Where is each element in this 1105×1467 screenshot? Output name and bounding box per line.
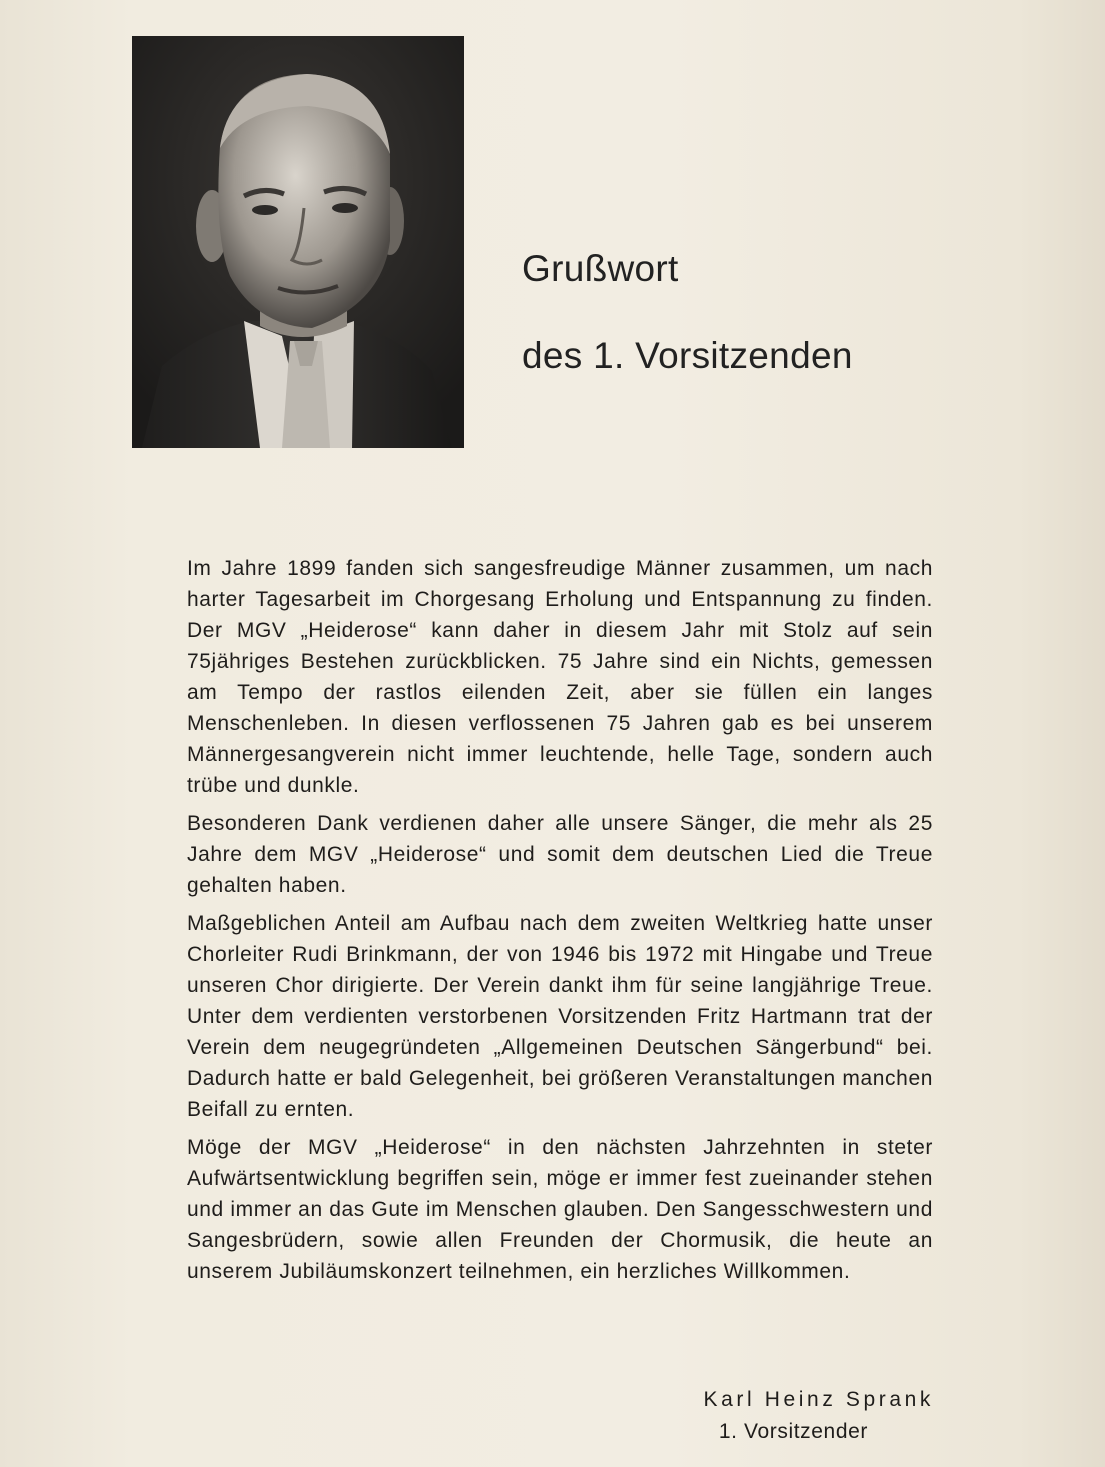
paragraph: Im Jahre 1899 fanden sich sangesfreudige Männer zusammen, um nach harter Tagesarbeit im Chorgesang Erholung und Entspannung zu finden. Der MGV „Heiderose“ kann daher in diesem Jahr mit Stolz auf sein 75jähriges Bestehen zurückblicken. 75 Jahre sind ein Nichts, gemessen am Tempo der rastlos eilenden Zeit, aber sie füllen ein langes Menschenleben. In diesen verflossenen 75 Jahren gab es bei unserem Männergesangverein nicht immer leuchtende, helle Tage, sondern auch trübe und dunkle. bbox=[187, 557, 933, 797]
paragraph: Möge der MGV „Heiderose“ in den nächsten Jahrzehnten in steter Aufwärtsentwicklung begriffen sein, möge er immer fest zueinander stehen und immer an das Gute im Menschen glauben. Den Sangesschwestern und Sangesbrüdern, sowie allen Freunden der Chormusik, die heute an unserem Jubiläumskonzert teilnehmen, ein herzliches Willkommen. bbox=[187, 1136, 933, 1283]
signature-name: Karl Heinz Sprank bbox=[703, 1388, 934, 1411]
portrait-photo bbox=[132, 36, 464, 448]
signature-block bbox=[560, 1384, 934, 1448]
paragraph: Besonderen Dank verdienen daher alle unsere Sänger, die mehr als 25 Jahre dem MGV „Heiderose“ und somit dem deutschen Lied die Treue gehalten haben. bbox=[187, 812, 933, 897]
page-subtitle: des 1. Vorsitzenden bbox=[522, 335, 853, 376]
paragraph: Maßgeblichen Anteil am Aufbau nach dem zweiten Weltkrieg hatte unser Chorleiter Rudi Brinkmann, der von 1946 bis 1972 mit Hingabe und Treue unseren Chor dirigierte. Der Verein dankt ihm für seine langjährige Treue. Unter dem verdienten verstorbenen Vorsitzenden Fritz Hartmann trat der Verein dem neugegründeten „Allgemeinen Deutschen Sängerbund“ bei. Dadurch hatte er bald Gelegenheit, bei größeren Veranstaltungen manchen Beifall zu ernten. bbox=[187, 912, 933, 1121]
portrait-icon bbox=[132, 36, 464, 448]
letter-body bbox=[187, 553, 933, 1294]
signature-role: 1. Vorsitzender bbox=[718, 1420, 868, 1443]
page-title: Grußwort bbox=[522, 248, 679, 289]
